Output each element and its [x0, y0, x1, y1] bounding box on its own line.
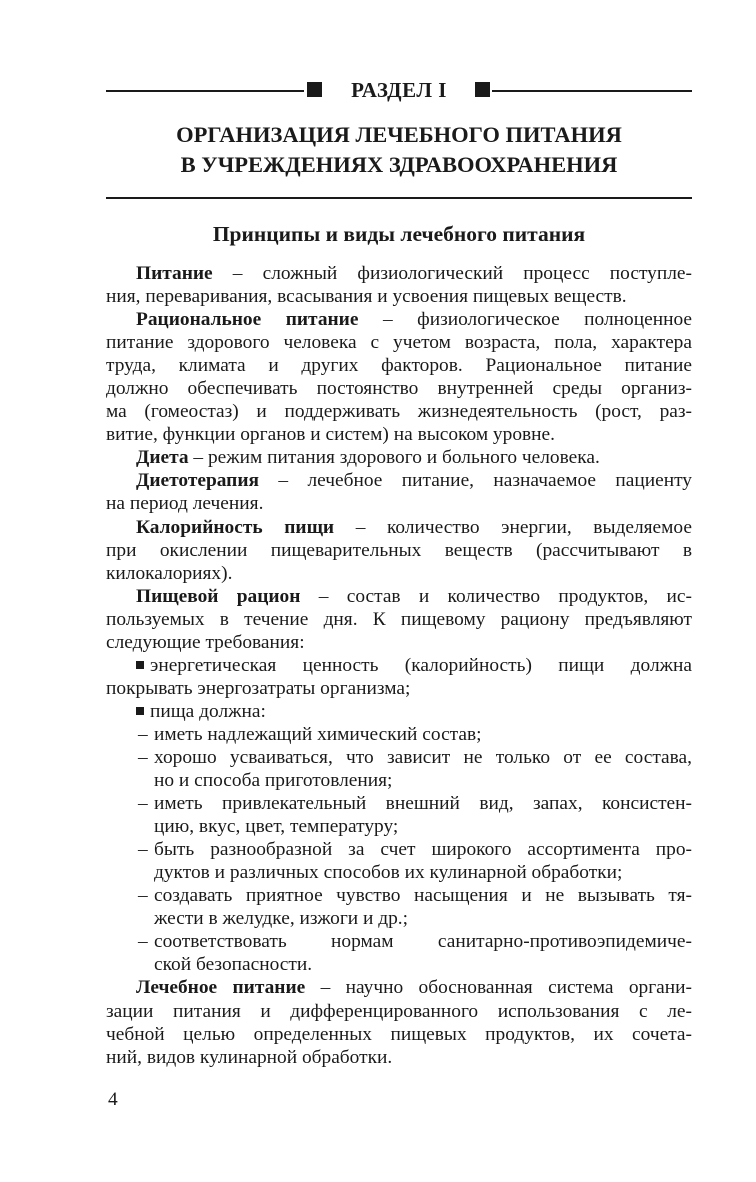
- paragraph: Питание – сложный физиологический процесс поступле- ния, переваривания, всасывания и усвоения пищевых веществ.: [106, 263, 692, 308]
- dash-item: – иметь привлекательный внешний вид, запах, консистен- цию, вкус, цвет, температуру;: [138, 793, 692, 838]
- term: Питание: [136, 263, 213, 284]
- page-number: 4: [108, 1089, 118, 1110]
- dash-item: – хорошо усваиваться, что зависит не только от ее состава, но и способа приготовления;: [138, 746, 692, 792]
- chapter-title: [106, 120, 692, 180]
- paragraph: Пищевой рацион – состав и количество продуктов, ис- пользуемых в течение дня. К пищевому рациону предъявляют следующие требования:: [106, 585, 692, 653]
- square-bullet-icon: [136, 661, 144, 669]
- body-text: [106, 262, 692, 1069]
- paragraph: Лечебное питание – научно обоснованная система органи- зации питания и дифференцированного использования с ле- чебной целью определенных пищевых продуктов, их сочета- ний, видов кулинарной обработки.: [106, 977, 692, 1068]
- square-ornament-icon: [307, 82, 322, 97]
- title-divider: [106, 197, 692, 199]
- chapter-title-line: ОРГАНИЗАЦИЯ ЛЕЧЕБНОГО ПИТАНИЯ: [176, 122, 622, 147]
- dash-marker: –: [138, 723, 148, 745]
- paragraph: Калорийность пищи – количество энергии, выделяемое при окислении пищеварительных веществ (рассчитывают в килокалориях).: [106, 516, 692, 584]
- paragraph: Диета – режим питания здорового и больного человека.: [136, 447, 600, 469]
- bullet-item: пища должна:: [106, 700, 692, 723]
- dash-marker: –: [138, 793, 148, 815]
- paragraph: Диетотерапия – лечебное питание, назначаемое пациенту на период лечения.: [106, 470, 692, 515]
- section-rule-left: [106, 90, 304, 92]
- dash-item: – иметь надлежащий химический состав;: [138, 723, 482, 745]
- term: Лечебное питание: [136, 977, 306, 999]
- section-header: [106, 80, 692, 102]
- term: Калорийность пищи: [136, 516, 335, 538]
- term: Диетотерапия: [136, 470, 260, 492]
- square-bullet-icon: [136, 707, 144, 715]
- chapter-title-line: В УЧРЕЖДЕНИЯХ ЗДРАВООХРАНЕНИЯ: [180, 152, 618, 177]
- dash-marker: –: [138, 746, 148, 768]
- paragraph: Рациональное питание – физиологическое полноценное питание здорового человека с учетом возраста, пола, характера труда, климата и других факторов. Рациональное питание должно обеспечивать постоянство внутренней среды организ- ма (гомеостаз) и поддерживать жизнедеятельность (рост, раз- витие, функции органов и систем) на высоком уровне.: [106, 309, 693, 446]
- dash-item: – быть разнообразной за счет широкого ассортимента про- дуктов и различных способов их кулинарной обработки;: [138, 839, 692, 884]
- bullet-item: энергетическая ценность (калорийность) пищи должна покрывать энергозатраты организма;: [106, 654, 692, 699]
- dash-marker: –: [138, 885, 148, 907]
- dash-marker: –: [138, 931, 148, 953]
- dash-marker: –: [138, 839, 148, 861]
- dash-item: – создавать приятное чувство насыщения и не вызывать тя- жести в желудке, изжоги и др.;: [138, 885, 692, 930]
- term: Рациональное питание: [136, 309, 359, 331]
- section-rule-right: [492, 90, 692, 92]
- term: Пищевой рацион: [136, 585, 301, 607]
- square-ornament-icon: [475, 82, 490, 97]
- section-label: РАЗДЕЛ I: [351, 78, 447, 102]
- subsection-title: Принципы и виды лечебного питания: [212, 222, 586, 246]
- term: Диета: [136, 447, 189, 469]
- dash-item: – соответствовать нормам санитарно-противоэпидемиче- ской безопасности.: [138, 931, 692, 976]
